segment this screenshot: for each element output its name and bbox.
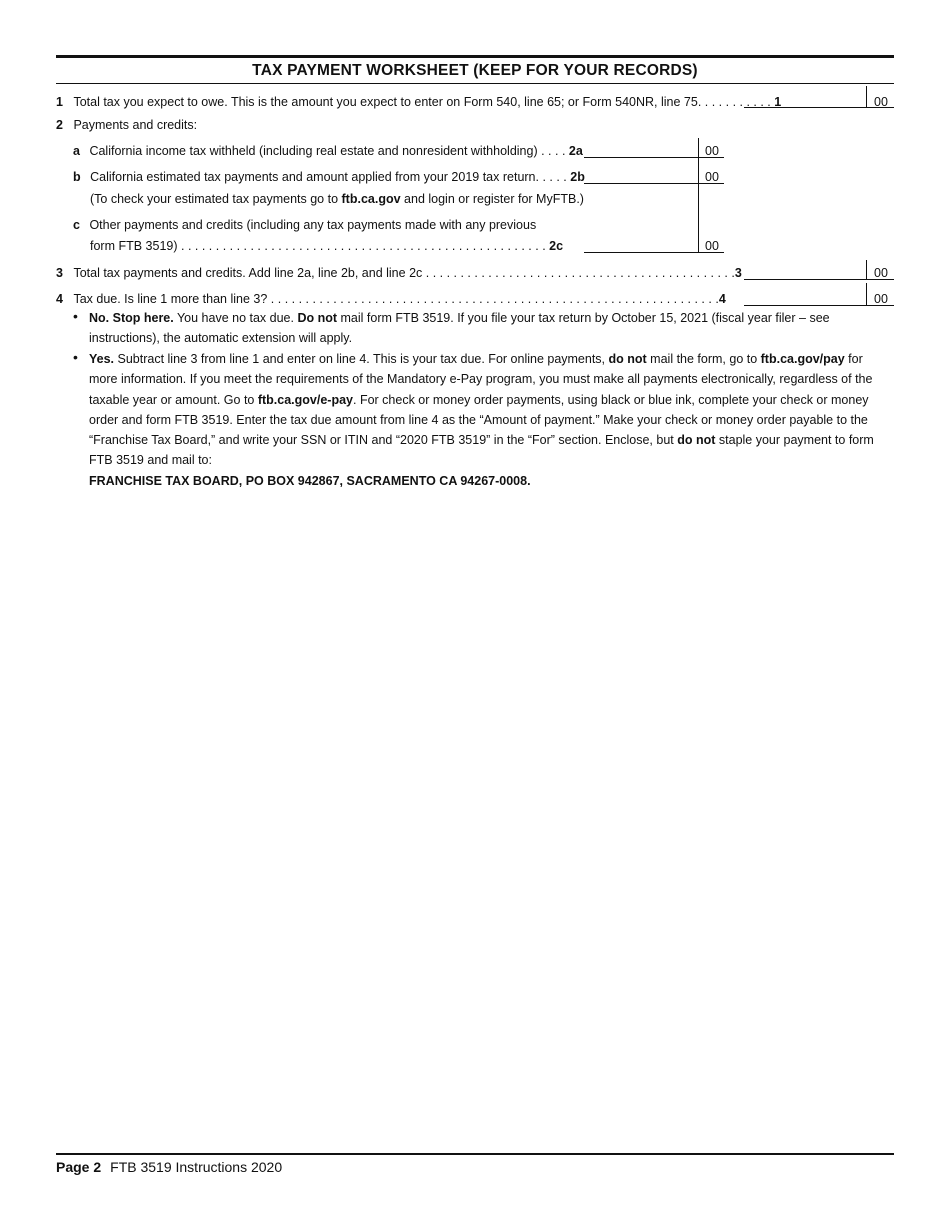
line-text: Payments and credits: bbox=[73, 118, 198, 132]
line-text: Total tax payments and credits. Add line 2a, line 2b, and line 2c bbox=[73, 266, 423, 280]
line-letter: b bbox=[73, 170, 81, 184]
note-text: (To check your estimated tax payments go to bbox=[90, 192, 342, 206]
pay-link[interactable]: ftb.ca.gov/pay bbox=[760, 352, 845, 366]
line-2c-amount-field[interactable] bbox=[584, 252, 724, 253]
form-name: FTB 3519 Instructions 2020 bbox=[110, 1159, 283, 1175]
line-ref: 1 bbox=[774, 95, 782, 109]
epay-link[interactable]: ftb.ca.gov/e-pay bbox=[257, 392, 354, 407]
line-3-amount-field[interactable] bbox=[744, 279, 894, 280]
line-2c-continued bbox=[90, 238, 563, 254]
line-2a-cents: 00 bbox=[705, 144, 719, 158]
line-ref: 2b bbox=[570, 170, 585, 184]
line-1-amount-field[interactable] bbox=[744, 107, 894, 108]
bullet-emphasis: do not bbox=[677, 433, 716, 448]
line-letter: c bbox=[73, 218, 80, 232]
bullet-text: staple your payment to form FTB 3519 and mail to: bbox=[89, 433, 874, 468]
footer-rule bbox=[56, 1153, 894, 1155]
cents-divider bbox=[866, 283, 867, 306]
page-footer bbox=[56, 1159, 282, 1175]
line-1-cents: 00 bbox=[874, 95, 888, 109]
cents-divider bbox=[698, 138, 699, 253]
line-text: Total tax you expect to owe. This is the amount you expect to enter on Form 540, line 65; or Form 540NR, line 75 bbox=[73, 95, 698, 109]
worksheet-title: TAX PAYMENT WORKSHEET (KEEP FOR YOUR RECORDS) bbox=[252, 62, 698, 79]
leader-dots: . . . . . . . . . . . . . . . . . . . . . . . . . . . . . . . . . . . . . . . . . . . . . bbox=[425, 266, 735, 280]
leader-dots: . . . . bbox=[541, 144, 566, 158]
bullet-text: for more information. If you meet the requirements of the Mandatory e-Pay program, you must make all payments electronically, regardless of the taxable year or amount. Go to bbox=[89, 352, 873, 407]
cents-divider bbox=[866, 260, 867, 280]
bullet-text: You have no tax due. bbox=[173, 311, 298, 325]
line-ref: 3 bbox=[734, 266, 742, 280]
line-3-cents: 00 bbox=[874, 266, 888, 280]
leader-dots: . . . . . . . . . . . . . . . . . . . . . . . . . . . . . . . . . . . . . . . . . . . . . . . . . . . . . . . . . . . . . . . . . bbox=[270, 292, 719, 306]
line-text: Other payments and credits (including any tax payments made with any previous bbox=[89, 218, 537, 232]
bullet-text: mail the form, go to bbox=[646, 352, 761, 366]
bullet-emphasis: Do not bbox=[297, 311, 338, 325]
line-number: 3 bbox=[56, 266, 63, 280]
page-number: Page 2 bbox=[56, 1159, 102, 1175]
line-2b bbox=[73, 169, 585, 185]
line-text: California income tax withheld (including real estate and nonresident withholding) bbox=[89, 144, 538, 158]
line-ref: 2c bbox=[549, 239, 564, 253]
line-2b-cents: 00 bbox=[705, 170, 719, 184]
bullet-text: . For check or money order payments, using black or blue ink, complete your check or money order and form FTB 3519. Enter the tax due amount from line 4 as the “Amount of payment.” Make your check or money order payable to the “Franchise Tax Board,” and write your SSN or ITIN and “2020 FTB 3519” in the “For” section. Enclose, but bbox=[89, 392, 869, 448]
line-ref: 2a bbox=[568, 144, 583, 158]
bullet-text: mail form FTB 3519. If you file your tax return by October 15, 2021 (fiscal year filer – see instructions), the automatic extension will apply. bbox=[89, 311, 830, 346]
line-2b-amount-field[interactable] bbox=[584, 183, 724, 184]
ftb-link[interactable]: ftb.ca.gov bbox=[341, 192, 401, 206]
bullet-no bbox=[89, 308, 894, 349]
line-2a-amount-field[interactable] bbox=[584, 157, 724, 158]
note-text: and login or register for MyFTB.) bbox=[400, 192, 584, 206]
line-2c bbox=[73, 217, 536, 233]
bullet-icon: • bbox=[73, 308, 78, 324]
line-1 bbox=[56, 94, 781, 110]
title-rule bbox=[56, 83, 894, 84]
line-2c-cents: 00 bbox=[705, 239, 719, 253]
line-text: California estimated tax payments and amount applied from your 2019 tax return bbox=[90, 170, 536, 184]
line-4 bbox=[56, 291, 726, 307]
line-number: 1 bbox=[56, 95, 63, 109]
line-2 bbox=[56, 117, 197, 133]
leader-dots: . . . . . bbox=[535, 170, 567, 184]
bullet-icon: • bbox=[73, 349, 78, 365]
cents-divider bbox=[866, 86, 867, 108]
line-text: form FTB 3519) bbox=[90, 239, 178, 253]
leader-dots: . . . . . . . . . . . bbox=[697, 95, 771, 109]
bullet-lead: Yes. bbox=[89, 352, 115, 366]
line-4-amount-field[interactable] bbox=[744, 305, 894, 306]
line-text: Tax due. Is line 1 more than line 3? bbox=[73, 292, 268, 306]
mailing-address: FRANCHISE TAX BOARD, PO BOX 942867, SACRAMENTO CA 94267-0008. bbox=[89, 473, 531, 488]
leader-dots: . . . . . . . . . . . . . . . . . . . . . . . . . . . . . . . . . . . . . . . . . . . . . . . . . . . . . bbox=[181, 239, 546, 253]
line-ref: 4 bbox=[718, 292, 726, 306]
bullet-text: Subtract line 3 from line 1 and enter on line 4. This is your tax due. For online payments, bbox=[114, 352, 609, 366]
line-3 bbox=[56, 265, 742, 281]
top-rule bbox=[56, 55, 894, 58]
bullet-yes bbox=[89, 349, 894, 491]
line-number: 2 bbox=[56, 118, 63, 132]
line-2a bbox=[73, 143, 583, 159]
bullet-emphasis: do not bbox=[608, 352, 647, 366]
line-4-cents: 00 bbox=[874, 292, 888, 306]
line-number: 4 bbox=[56, 292, 63, 306]
line-2b-note bbox=[90, 191, 584, 207]
line-letter: a bbox=[73, 144, 80, 158]
bullet-lead: No. Stop here. bbox=[89, 311, 174, 325]
